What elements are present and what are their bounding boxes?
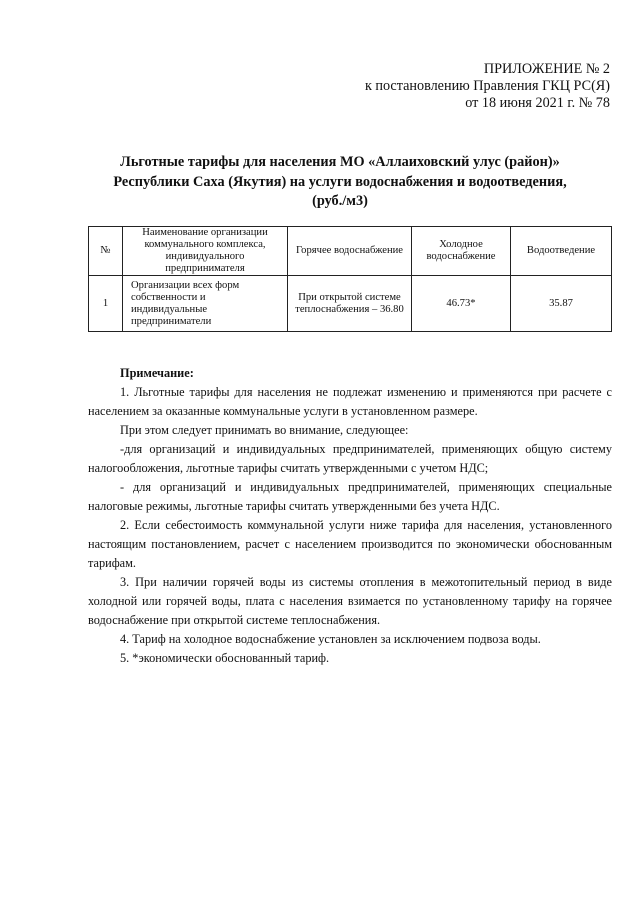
appendix-header bbox=[365, 61, 610, 112]
header-hot-water: Горячее водоснабжение bbox=[288, 227, 412, 276]
title-line-1: Льготные тарифы для населения МО «Аллаиховский улус (район)» bbox=[120, 154, 560, 170]
appendix-resolution-ref: к постановлению Правления ГКЦ РС(Я) bbox=[364, 78, 610, 94]
header-sewage: Водоотведение bbox=[511, 227, 612, 276]
notes-heading: Примечание: bbox=[120, 366, 194, 380]
document-title bbox=[60, 153, 620, 212]
cell-organization: Организации всех форм собственности и индивидуальные предприниматели bbox=[123, 276, 288, 332]
table-row bbox=[89, 276, 612, 332]
note-paragraph: 1. Льготные тарифы для населения не подлежат изменению и применяются при расчете с населением за оказанные коммунальные услуги в установленном размере. bbox=[88, 385, 612, 418]
note-paragraph: - для организаций и индивидуальных предпринимателей, применяющих специальные налоговые режимы, льготные тарифы считать утвержденными без учета НДС. bbox=[88, 480, 612, 513]
title-line-3: (руб./м3) bbox=[312, 193, 368, 209]
note-paragraph: 4. Тариф на холодное водоснабжение установлен за исключением подвоза воды. bbox=[120, 632, 541, 646]
note-paragraph: -для организаций и индивидуальных предпринимателей, применяющих общую систему налогообложения, льготные тарифы считать утвержденными с учетом НДС; bbox=[88, 442, 612, 475]
header-organization: Наименование организации коммунального комплекса, индивидуального предпринимателя bbox=[123, 227, 288, 276]
table-header-row bbox=[89, 227, 612, 276]
note-paragraph: При этом следует принимать во внимание, следующее: bbox=[120, 423, 409, 437]
tariffs-table bbox=[88, 226, 612, 332]
cell-cold-water: 46.73* bbox=[412, 276, 511, 332]
appendix-number: ПРИЛОЖЕНИЕ № 2 bbox=[483, 61, 610, 77]
appendix-date: от 18 июня 2021 г. № 78 bbox=[465, 95, 610, 111]
cell-hot-water: При открытой системе теплоснабжения – 36.80 bbox=[288, 276, 412, 332]
header-number: № bbox=[89, 227, 123, 276]
title-line-2: Республики Саха (Якутия) на услуги водоснабжения и водоотведения, bbox=[113, 173, 567, 190]
notes-section bbox=[88, 364, 612, 668]
note-paragraph: 5. *экономически обоснованный тариф. bbox=[120, 651, 330, 665]
cell-number: 1 bbox=[89, 276, 123, 332]
header-cold-water: Холодное водоснабжение bbox=[412, 227, 511, 276]
note-paragraph: 3. При наличии горячей воды из системы отопления в межотопительный период в виде холодной или горячей воды, плата с населения взимается по установленному тарифу на горячее водоснабжение при открытой системе теплоснабжения. bbox=[88, 575, 612, 627]
note-paragraph: 2. Если себестоимость коммунальной услуги ниже тарифа для населения, установленного настоящим постановлением, расчет с населением производится по экономически обоснованным тарифам. bbox=[88, 518, 612, 570]
cell-sewage: 35.87 bbox=[511, 276, 612, 332]
